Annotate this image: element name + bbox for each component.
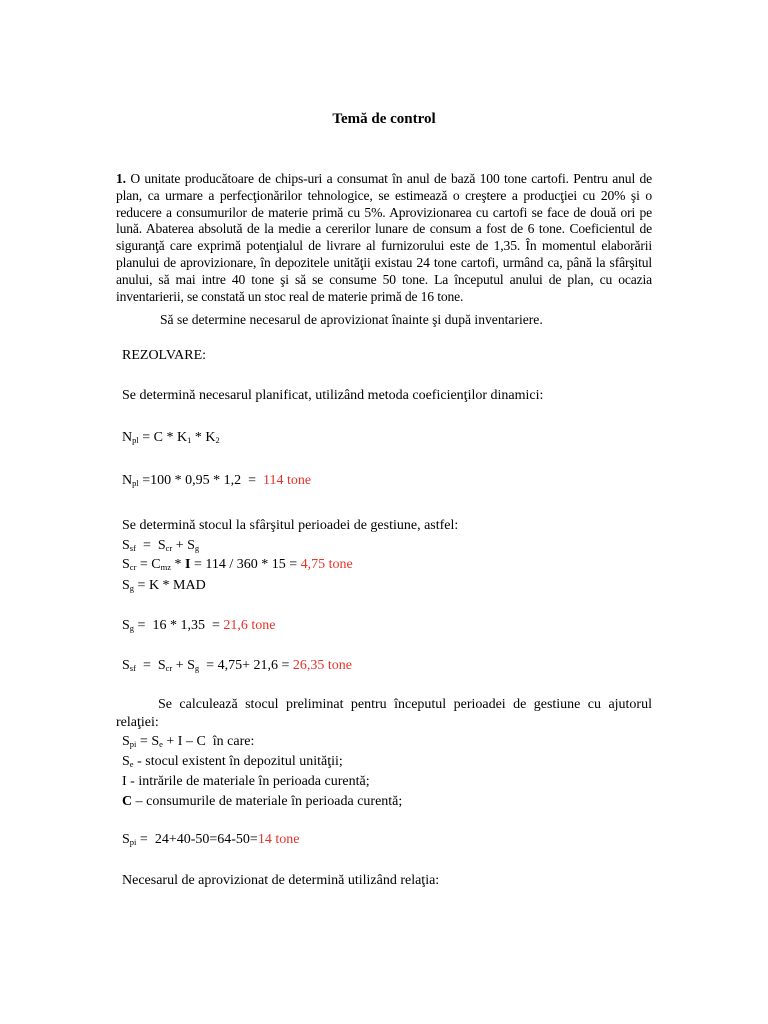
definition-i: I - intrările de materiale în perioada curentă; — [122, 774, 370, 789]
step1-intro: Se determină necesarul planificat, utilizând metoda coeficienţilor dinamici: — [122, 388, 544, 403]
result-spi: 14 tone — [257, 832, 300, 847]
formula-npl: $N_{pl} = C * K_1 * K_2$ — [122, 430, 220, 445]
definition-c: C – consumurile de materiale în perioada curentă; — [122, 794, 403, 809]
formula-ssf-calc: $S_{sf} = S_{cr} + S_g = 4,75+ 21,6 = 26,35$ tone — [122, 658, 352, 673]
problem-number: 1. — [116, 171, 126, 186]
result-sg: 21,6 tone — [223, 618, 276, 633]
formula-npl-calc: $N_{pl} =100 * 0,95 * 1,2 = 114$ tone — [122, 473, 312, 488]
formula-sg-calc: $S_g = 16 * 1,35 = 21,6$ tone — [122, 618, 276, 633]
solution-heading: REZOLVARE: — [122, 348, 207, 363]
step2-intro: Se determină stocul la sfârşitul perioadei de gestiune, astfel: — [122, 518, 459, 533]
formula-sg: $S_g = K$ * MAD — [122, 578, 206, 593]
problem-statement — [116, 171, 652, 305]
problem-text: O unitate producătoare de chips-uri a consumat în anul de bază 100 tone cartofi. Pentru anul de plan, ca urmare a perfecţionărilor tehnologice, se estimează o creştere a producţiei cu 20% şi o reducere a consumurilor de materie primă cu 5%. Aprovizionarea cu cartofi se face de două ori pe lună. Abaterea absolută de la medie a cererilor lunare de consum a fost de 6 tone. Coeficientul de siguranţă care exprimă potenţialul de livrare al furnizorului este de 1,35. În momentul elaborării planului de aprovizionare, în depozitele unităţii existau 24 tone cartofi, urmând ca, până la sfârşitul anului, să mai intre 40 tone şi să se consume 50 tone. La începutul anului de plan, cu ocazia inventarierii, se constată un stoc real de materie primă de 16 tone. — [116, 171, 653, 304]
result-scr: 4,75 tone — [300, 557, 353, 572]
step4-intro: Necesarul de aprovizionat de determină utilizând relaţia: — [122, 873, 440, 888]
problem-task: Să se determine necesarul de aprovizionat înainte şi după inventariere. — [160, 312, 543, 327]
formula-scr: $S_{cr} = C_{mz} * I = 114 / 360 * 15 = 4,75$ tone — [122, 557, 353, 572]
formula-spi: $S_{pi} = S_e + I - C$ în care: — [122, 734, 255, 749]
definition-se: $S_e$ - stocul existent în depozitul unităţii; — [122, 754, 343, 769]
step3-line2: relaţiei: — [116, 715, 159, 730]
result-npl: 114 tone — [263, 473, 312, 488]
step3-line1: Se calculează stocul preliminat pentru începutul perioadei de gestiune cu ajutorul — [158, 697, 652, 712]
formula-spi-calc: $S_{pi} = 24+40-50=64-50=14$ tone — [122, 832, 300, 847]
document-title: Temă de control — [332, 111, 436, 127]
result-ssf: 26,35 tone — [292, 658, 352, 673]
formula-ssf: $S_{sf} = S_{cr} + S_g$ — [122, 538, 200, 553]
